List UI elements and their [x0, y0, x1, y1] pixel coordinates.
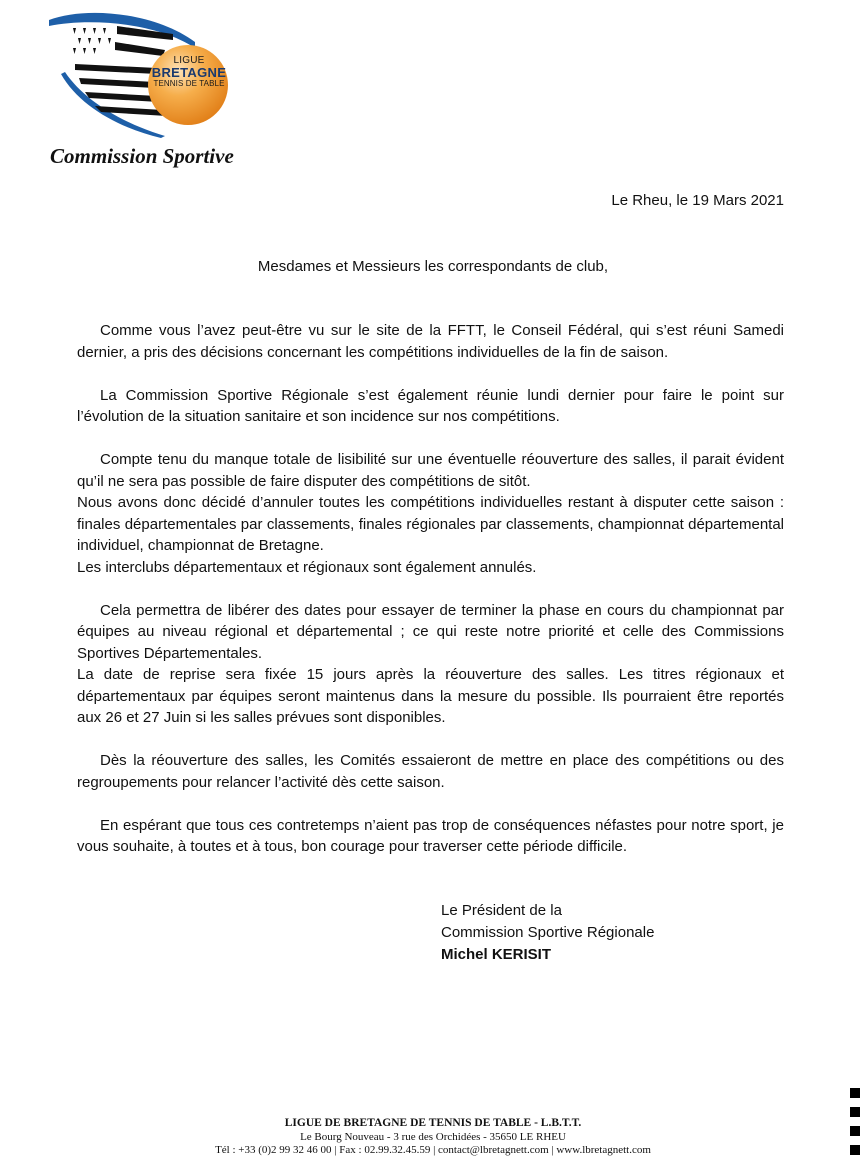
date-line: Le Rheu, le 19 Mars 2021: [611, 192, 784, 209]
footer: [0, 1117, 866, 1158]
paragraph-4: Nous avons donc décidé d’annuler toutes les compétitions individuelles restant à disputer cette saison : finales départementales par classements, finales régionales par classements, championnat départemental individuel, championnat de Bretagne.: [77, 494, 784, 554]
paragraph-8: Dès la réouverture des salles, les Comités essaieront de mettre en place des compétitions ou des regroupements pour relancer l’activité dès cette saison.: [77, 752, 784, 791]
logo-text: [146, 56, 232, 88]
corner-mark: [850, 1088, 860, 1098]
logo-line-bretagne: BRETAGNE: [151, 65, 227, 80]
corner-mark: [850, 1126, 860, 1136]
footer-contact: Tél : +33 (0)2 99 32 46 00 | Fax : 02.99.32.45.59 | contact@lbretagnett.com | www.lbretagnett.com: [215, 1144, 651, 1156]
paragraph-2: La Commission Sportive Régionale s’est également réunie lundi dernier pour faire le point sur l’évolution de la situation sanitaire et son incidence sur nos compétitions.: [77, 386, 784, 425]
commission-title: Commission Sportive: [50, 144, 234, 168]
signature-block: [441, 900, 654, 966]
paragraph-6: Cela permettra de libérer des dates pour essayer de terminer la phase en cours du championnat par équipes au niveau régional et départemental ; ce qui reste notre priorité et celle des Commissions Sportives Départementales.: [77, 601, 784, 662]
paragraph-9: En espérant que tous ces contretemps n’aient pas trop de conséquences néfastes pour notre sport, je vous souhaite, à toutes et à tous, bon courage pour traverser cette période difficile.: [77, 816, 784, 855]
signature-name: Michel KERISIT: [441, 946, 552, 963]
paragraph-3: Compte tenu du manque totale de lisibilité sur une éventuelle réouverture des salles, il parait évident qu’il ne sera pas possible de faire disputer des compétitions de sitôt.: [77, 451, 784, 490]
salutation: Mesdames et Messieurs les correspondants de club,: [257, 258, 609, 275]
paragraph-7: La date de reprise sera fixée 15 jours après la réouverture des salles. Les titres régionaux et départementaux par équipes seront maintenus dans la mesure du possible. Ils pourraient être reportés aux 26 et 27 Juin si les salles prévues sont disponibles.: [77, 666, 784, 726]
corner-marks: [850, 1088, 862, 1164]
footer-title: LIGUE DE BRETAGNE DE TENNIS DE TABLE - L.B.T.T.: [284, 1117, 582, 1129]
footer-address: Le Bourg Nouveau - 3 rue des Orchidées - 35650 LE RHEU: [300, 1130, 566, 1143]
logo-line-ligue: LIGUE: [173, 55, 205, 66]
paragraph-5: Les interclubs départementaux et régionaux sont également annulés.: [77, 558, 537, 576]
signature-line-2: Commission Sportive Régionale: [441, 924, 655, 941]
ligue-bretagne-logo: [45, 12, 245, 142]
paragraph-1: Comme vous l’avez peut-être vu sur le site de la FFTT, le Conseil Fédéral, qui s’est réuni Samedi dernier, a pris des décisions concernant les compétitions individuelles de la fin de saison.: [77, 322, 784, 361]
corner-mark: [850, 1145, 860, 1155]
signature-line-1: Le Président de la: [441, 902, 562, 919]
letter-body: [77, 320, 784, 879]
corner-mark: [850, 1107, 860, 1117]
logo-line-tennis: TENNIS DE TABLE: [153, 79, 225, 88]
